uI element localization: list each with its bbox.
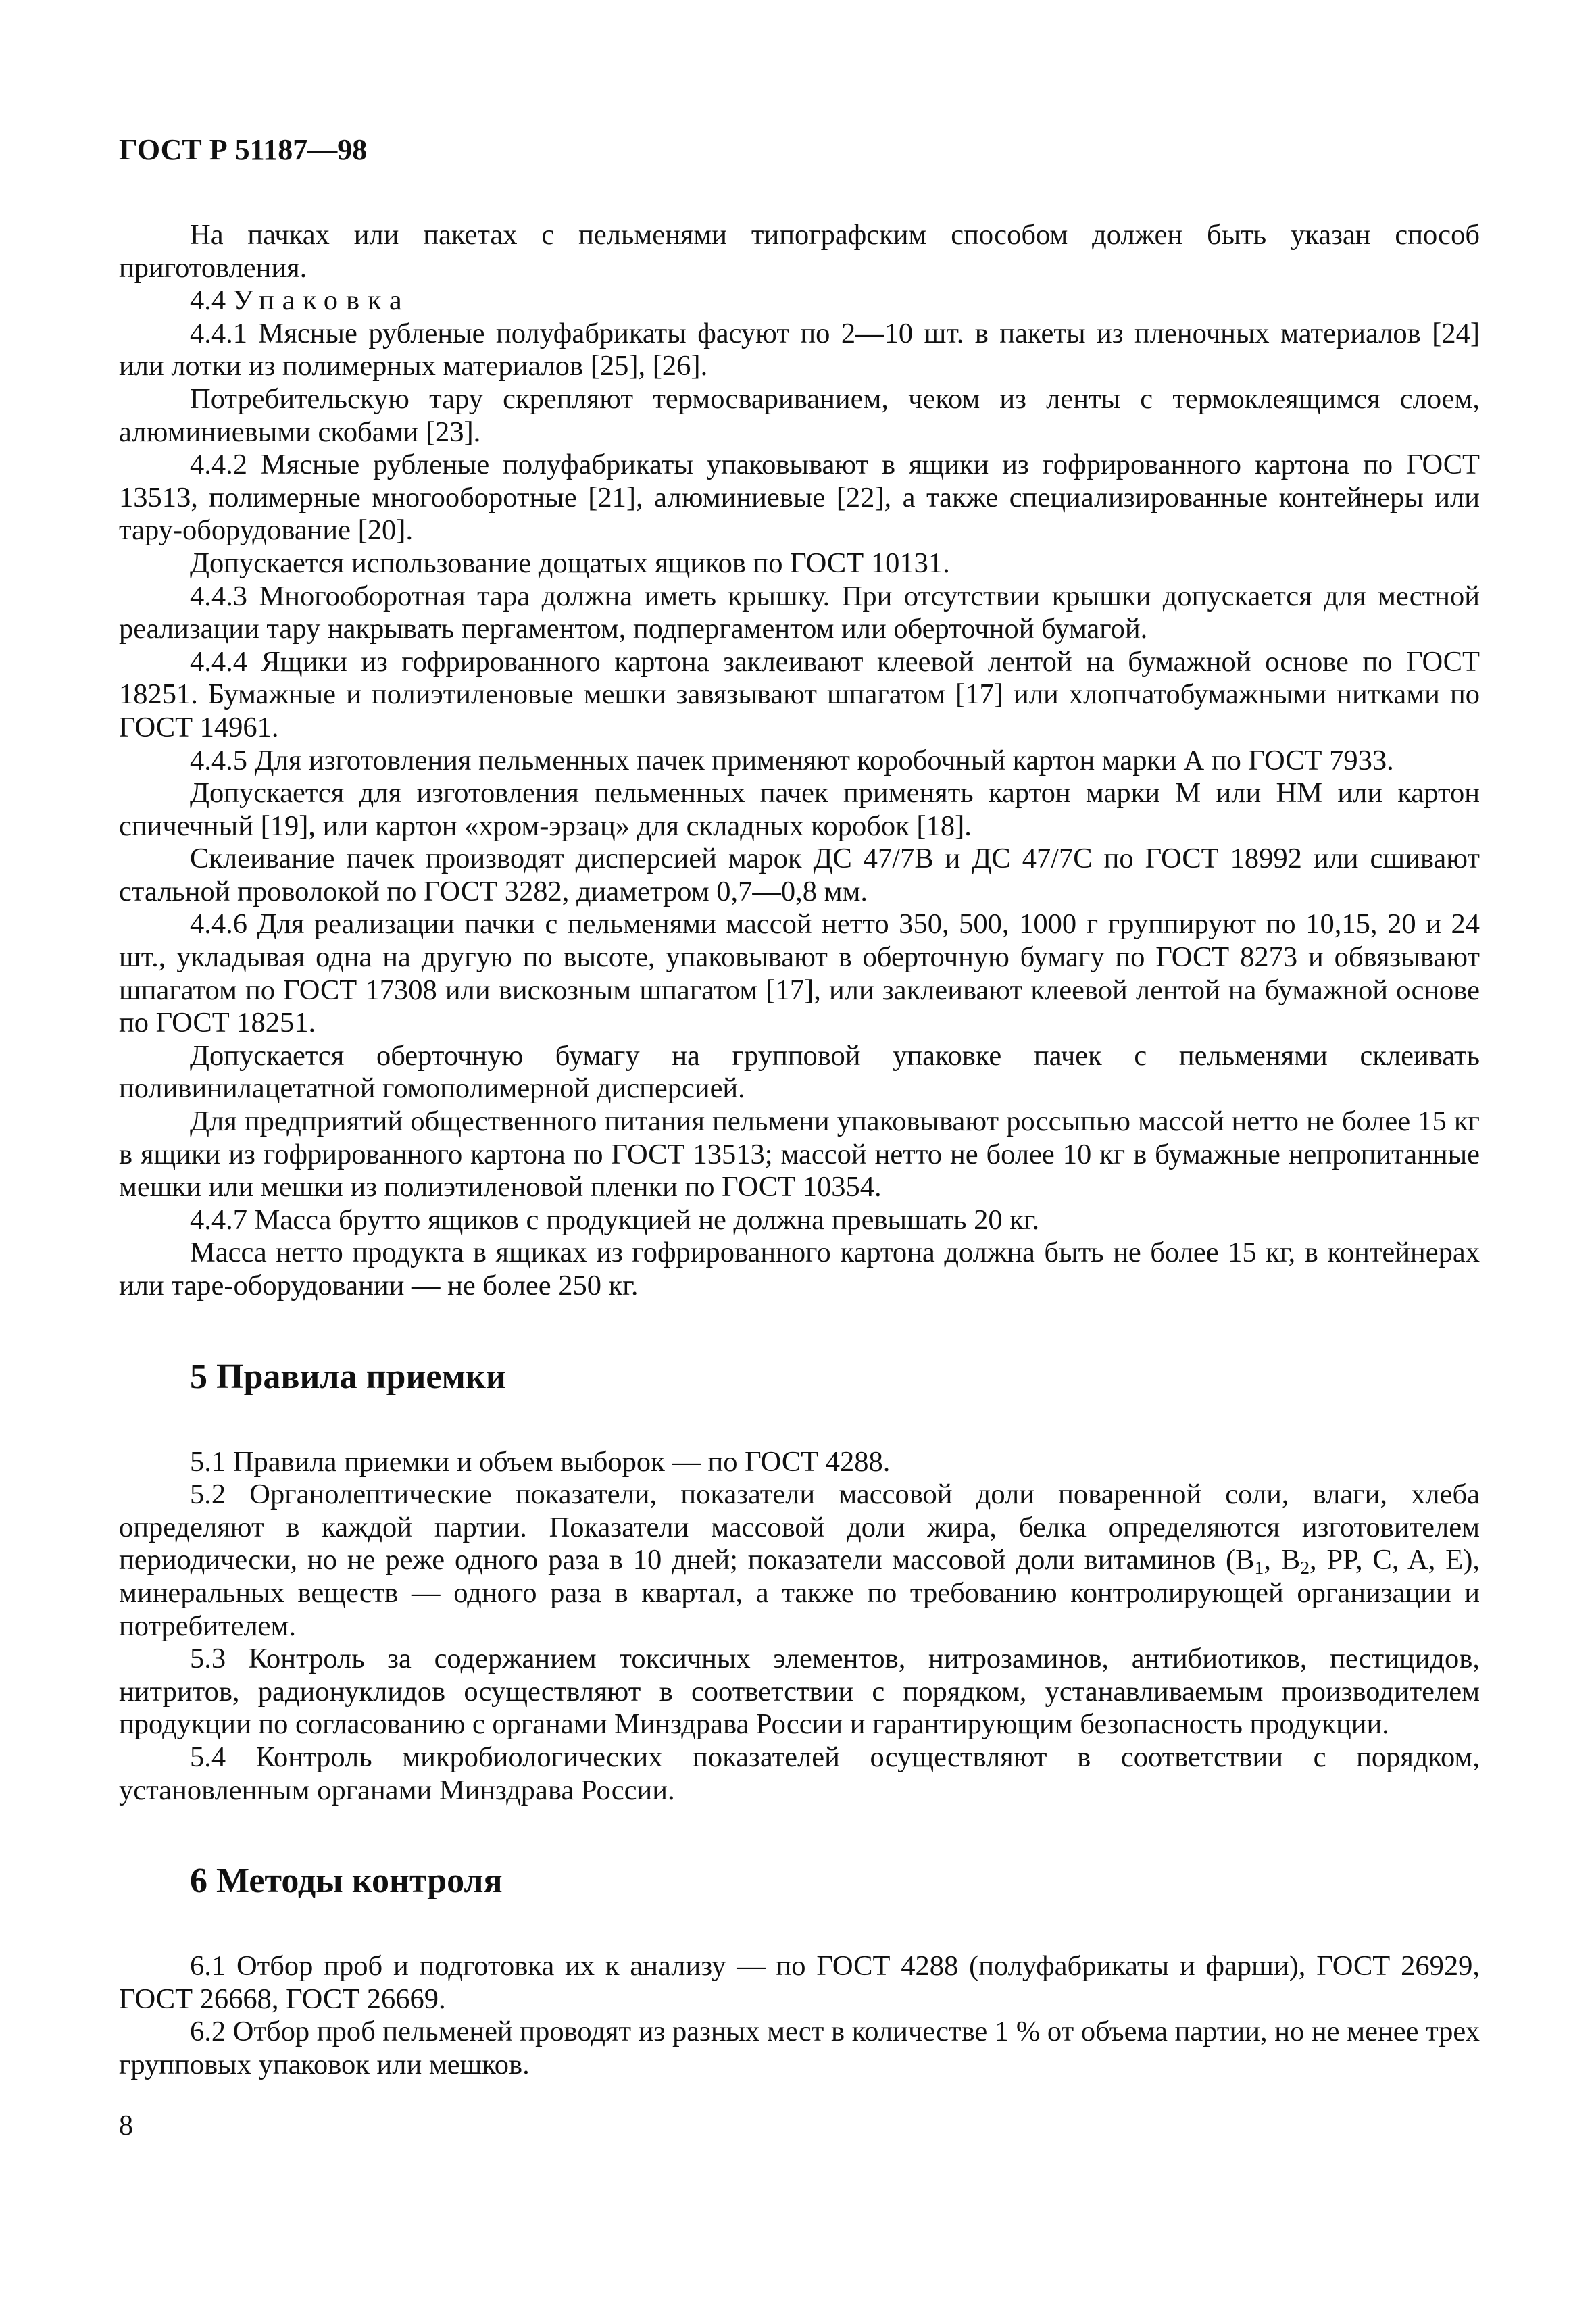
paragraph-6-1: 6.1 Отбор проб и подготовка их к анализу — по ГОСТ 4288 (полуфабрикаты и фарши), ГОСТ 26929, ГОСТ 26668, ГОСТ 26669. [119,1950,1480,2015]
paragraph-5-1: 5.1 Правила приемки и объем выборок — по ГОСТ 4288. [190,1445,891,1478]
paragraph-5-2-part-b: , B [1264,1544,1301,1576]
document-header: ГОСТ Р 51187—98 [119,133,368,166]
paragraph-5-2-part-a: 5.2 Органолептические показатели, показатели массовой доли поваренной соли, влаги, хлеба определяют в каждой партии. Показатели массовой доли жира, белка определяются изготовителем периодически, но не реже одного раза в 10 дней; показатели массовой доли витаминов (B [119,1478,1480,1576]
subscript-b2: 2 [1300,1557,1310,1578]
paragraph-4-4-1-b: Потребительскую тару скрепляют термосвариванием, чеком из ленты с термоклеящимся слоем, алюминиевыми скобами [23]. [119,382,1480,448]
paragraph-4-4-2-b: Допускается использование дощатых ящиков по ГОСТ 10131. [190,547,950,579]
paragraph-5-2 [119,1478,1480,1643]
paragraph-5-2-part-c: , PP, C, A, E), минеральных веществ — одного раза в квартал, а также по требованию контролирующей организации и потребителем. [119,1544,1480,1642]
paragraph-4-4-5-c: Склеивание пачек производят дисперсией марок ДС 47/7В и ДС 47/7С по ГОСТ 18992 или сшивают стальной проволокой по ГОСТ 3282, диаметром 0,7—0,8 мм. [119,843,1480,907]
paragraph-4-4-5-b: Допускается для изготовления пельменных пачек применять картон марки М или НМ или картон спичечный [19], или картон «хром-эрзац» для складных коробок [18]. [119,777,1480,842]
paragraph-4-4-2: 4.4.2 Мясные рубленые полуфабрикаты упаковывают в ящики из гофрированного картона по ГОСТ 13513, полимерные многооборотные [21], алюминиевые [22], а также специализированные контейнеры или тару-оборудование [20]. [119,449,1480,547]
paragraph-5-4: 5.4 Контроль микробиологических показателей осуществляют в соответствии с порядком, установленным органами Минздрава России. [119,1741,1480,1806]
paragraph-6-2: 6.2 Отбор проб пельменей проводят из разных мест в количестве 1 % от объема партии, но не менее трех групповых упаковок или мешков. [119,2016,1480,2081]
subscript-b1: 1 [1254,1557,1264,1578]
paragraph-4-4-4: 4.4.4 Ящики из гофрированного картона заклеивают клеевой лентой на бумажной основе по ГОСТ 18251. Бумажные и полиэтиленовые мешки завязывают шпагатом [17] или хлопчатобумажными нитками по ГОСТ 14961. [119,645,1480,743]
paragraph-4-4-7: 4.4.7 Масса брутто ящиков с продукцией не должна превышать 20 кг. [190,1203,1040,1236]
subsection-heading-packaging [119,284,1480,318]
paragraph-4-4-6-c: Для предприятий общественного питания пельмени упаковывают россыпью массой нетто не более 15 кг в ящики из гофрированного картона по ГОСТ 13513; массой нетто не более 10 кг в бумажные непропитанные мешки или мешки из полиэтиленовой пленки по ГОСТ 10354. [119,1105,1480,1203]
section-title-control-methods: 6 Методы контроля [190,1862,503,1901]
document-page [119,132,1480,2082]
paragraph-4-4-6-b: Допускается оберточную бумагу на групповой упаковке пачек с пельменями склеивать поливинилацетатной гомополимерной дисперсией. [119,1039,1480,1105]
paragraph-4-4-5: 4.4.5 Для изготовления пельменных пачек применяют коробочный картон марки А по ГОСТ 7933. [190,744,1394,776]
subsection-number: 4.4 [190,284,226,317]
subsection-title: Упаковка [232,284,410,317]
paragraph-4-4-6: 4.4.6 Для реализации пачки с пельменями массой нетто 350, 500, 1000 г группируют по 10,15, 20 и 24 шт., укладывая одна на другую по высоте, упаковывают в оберточную бумагу по ГОСТ 8273 и обвязывают шпагатом по ГОСТ 17308 или вискозным шпагатом [17], или заклеивают клеевой лентой на бумажной основе по ГОСТ 18251. [119,908,1480,1039]
paragraph-4-4-1: 4.4.1 Мясные рубленые полуфабрикаты фасуют по 2—10 шт. в пакеты из пленочных материалов [24] или лотки из полимерных материалов [25], [26]. [119,317,1480,382]
paragraph-4-4-7-b: Масса нетто продукта в ящиках из гофрированного картона должна быть не более 15 кг, в контейнерах или таре-оборудовании — не более 250 кг. [119,1237,1480,1301]
paragraph-cooking-method: На пачках или пакетах с пельменями типографским способом должен быть указан способ приготовления. [119,219,1480,284]
page-number: 8 [119,2110,133,2141]
paragraph-4-4-3: 4.4.3 Многооборотная тара должна иметь крышку. При отсутствии крышки допускается для местной реализации тару накрывать пергаментом, подпергаментом или оберточной бумагой. [119,580,1480,645]
paragraph-5-3: 5.3 Контроль за содержанием токсичных элементов, нитрозаминов, антибиотиков, пестицидов, нитритов, радионуклидов осуществляют в соответствии с порядком, устанавливаемым производителем продукции по согласованию с органами Минздрава России и гарантирующим безопасность продукции. [119,1643,1480,1741]
section-title-acceptance: 5 Правила приемки [190,1357,506,1396]
